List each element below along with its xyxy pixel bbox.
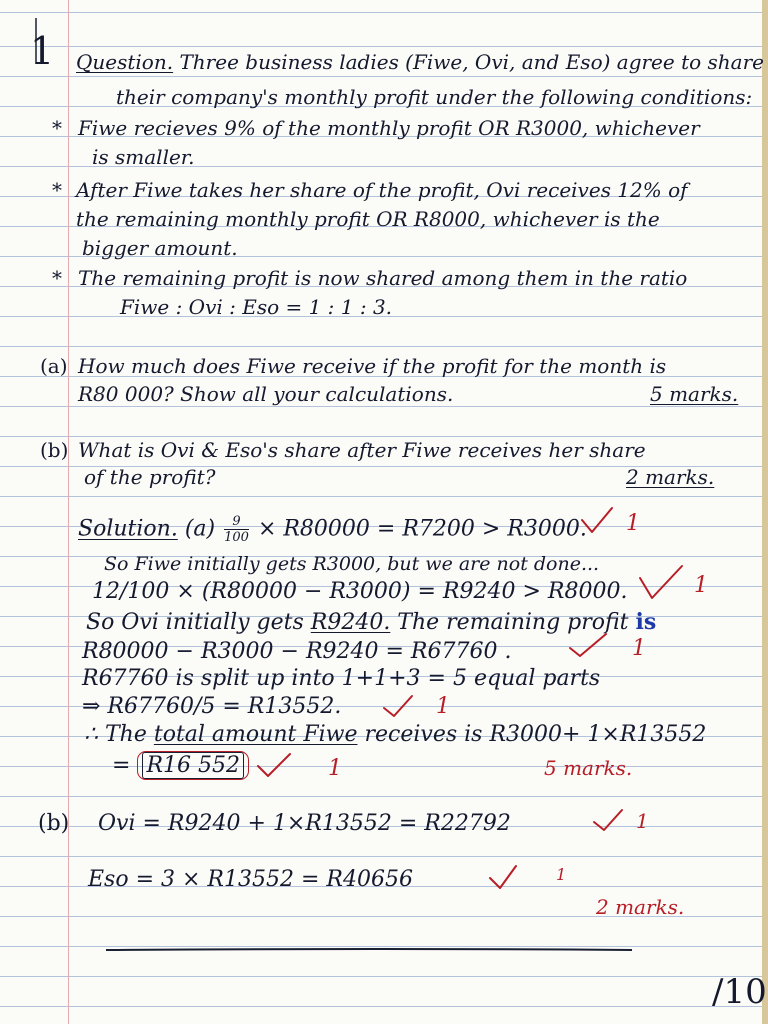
check-mark-icon: [490, 866, 516, 888]
solution-line-6: R67760 is split up into 1+1+3 = 5 equal parts: [82, 666, 601, 691]
check-mark-icon: [582, 508, 612, 532]
final-answer-a-value: R16 552: [142, 752, 244, 779]
score-mark-2: 1: [694, 573, 708, 598]
solution-marks-a: 5 marks.: [544, 756, 633, 780]
fraction-numerator: 9: [224, 515, 249, 530]
score-mark-1: 1: [626, 511, 640, 536]
part-b-marks: 2 marks.: [626, 465, 715, 489]
solution-line-4-pre: So Ovi initially gets: [86, 610, 311, 635]
question-line-1: Three business ladies (Fiwe, Ovi, and Eso) agree to share: [179, 50, 764, 74]
ovi-line: Ovi = R9240 + 1×R13552 = R22792: [98, 811, 511, 836]
bullet-1-line-2: is smaller.: [92, 145, 195, 169]
question-line-2: their company's monthly profit under the following conditions:: [116, 85, 753, 109]
part-a-line-1: How much does Fiwe receive if the profit for the month is: [78, 354, 667, 378]
part-b-line-1: What is Ovi & Eso's share after Fiwe receives her share: [78, 438, 646, 462]
solution-line-2: So Fiwe initially gets R3000, but we are not done...: [104, 553, 600, 575]
solution-label: Solution.: [78, 516, 178, 542]
eso-line: Eso = 3 × R13552 = R40656: [88, 867, 413, 892]
solution-line-7: ⇒ R67760/5 = R13552.: [82, 694, 342, 719]
check-mark-icon: [640, 566, 682, 598]
total-score: /10: [712, 972, 767, 1012]
check-mark-icon: [594, 810, 622, 830]
bullet-marker: *: [52, 178, 62, 202]
solution-line-5: R80000 − R3000 − R9240 = R67760 .: [82, 639, 512, 664]
page-number: 1: [30, 29, 55, 73]
score-mark-7: 1: [556, 865, 567, 884]
part-b-label: (b): [40, 438, 69, 462]
solution-part-b-label: (b): [38, 811, 70, 836]
part-a-line-2: R80 000? Show all your calculations.: [78, 382, 454, 406]
solution-part-a-label: (a): [184, 516, 216, 542]
solution-marks-b: 2 marks.: [596, 895, 685, 919]
solution-line-1-rest: × R80000 = R7200 > R3000.: [257, 516, 587, 542]
part-a-marks: 5 marks.: [650, 382, 739, 406]
bullet-3-line-1: The remaining profit is now shared among them in the ratio: [78, 266, 688, 290]
solution-line-8-post: receives is R3000+ 1×R13552: [357, 722, 707, 747]
ovi-initial-amount: R9240.: [310, 610, 391, 635]
check-mark-icon: [258, 754, 290, 776]
fraction-denominator: 100: [224, 530, 249, 545]
equals-sign: =: [112, 753, 131, 778]
bullet-3-line-2: Fiwe : Ovi : Eso = 1 : 1 : 3.: [120, 295, 393, 319]
bullet-2-line-3: bigger amount.: [82, 236, 238, 260]
score-mark-3: 1: [632, 636, 646, 661]
bullet-2-line-2: the remaining monthly profit OR R8000, whichever is the: [76, 207, 660, 231]
solution-line-4-post: The remaining profit: [390, 610, 636, 635]
bullet-marker: *: [52, 116, 62, 140]
part-b-line-2: of the profit?: [84, 465, 216, 489]
question-label: Question.: [76, 50, 174, 74]
solution-line-3: 12/100 × (R80000 − R3000) = R9240 > R8000.: [92, 579, 628, 604]
solution-line-8-pre: ∴ The: [84, 722, 154, 747]
score-mark-5: 1: [328, 756, 342, 781]
end-divider-line: [106, 949, 632, 950]
bullet-1-line-1: Fiwe recieves 9% of the monthly profit OR R3000, whichever: [78, 116, 700, 140]
check-mark-icon: [570, 634, 606, 656]
total-amount-fiwe: total amount Fiwe: [153, 722, 358, 747]
score-mark-6: 1: [636, 809, 649, 833]
score-mark-4: 1: [436, 694, 450, 719]
bullet-marker: *: [52, 266, 62, 290]
bullet-2-line-1: After Fiwe takes her share of the profit, Ovi receives 12% of: [76, 178, 688, 202]
part-a-label: (a): [40, 354, 68, 378]
check-mark-icon: [384, 696, 412, 716]
solution-line-4-is: is: [635, 609, 657, 635]
